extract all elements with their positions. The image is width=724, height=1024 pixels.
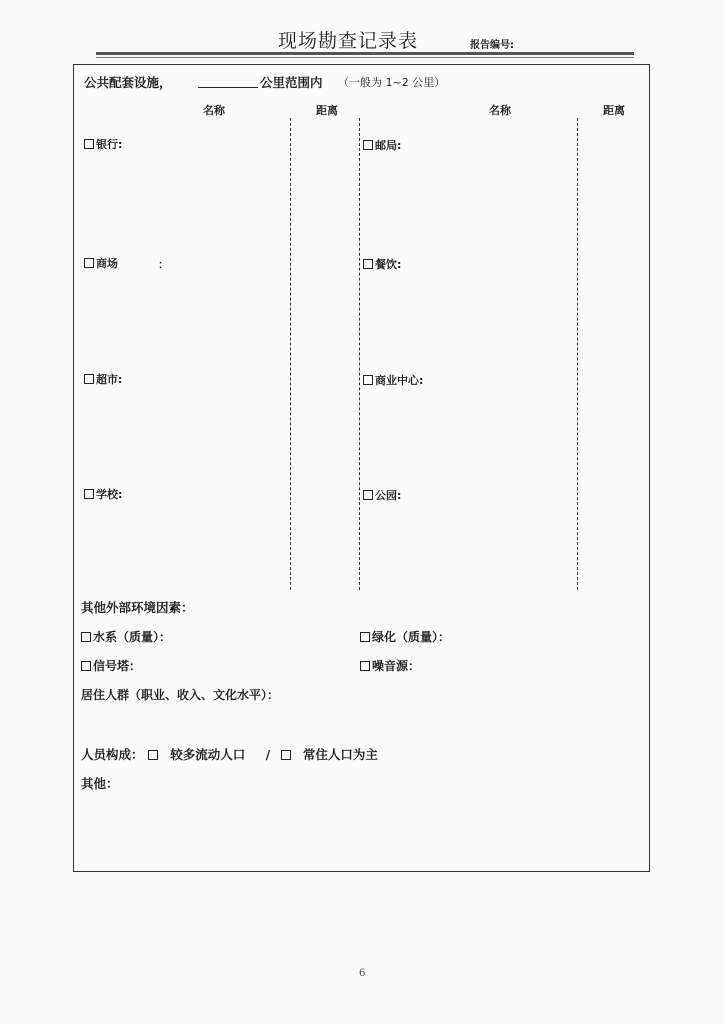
school-label: 学校: <box>96 488 123 501</box>
mall-colon: ： <box>158 258 169 271</box>
checkbox-mall[interactable] <box>84 255 118 271</box>
form-title: 现场勘查记录表 <box>278 30 419 52</box>
post-office-label: 邮局: <box>375 139 402 152</box>
range-blank-field[interactable] <box>198 87 258 88</box>
checkbox-icon <box>363 259 373 269</box>
noise-label: 噪音源： <box>372 659 421 673</box>
checkbox-bank[interactable] <box>84 136 122 152</box>
checkbox-supermarket[interactable] <box>84 371 122 387</box>
checkbox-icon <box>84 489 94 499</box>
checkbox-icon <box>84 258 94 268</box>
park-label: 公园: <box>375 489 402 502</box>
header-rule-thick <box>96 52 634 55</box>
checkbox-icon <box>363 140 373 150</box>
checkbox-signal-tower[interactable] <box>81 657 141 674</box>
other-label: 其他： <box>81 776 119 791</box>
water-label: 水系（质量）： <box>93 630 172 644</box>
checkbox-resident-population[interactable] <box>281 750 291 760</box>
divider-left-distance <box>290 118 291 590</box>
checkbox-icon <box>81 661 91 671</box>
floating-population-label: 较多流动人口 <box>170 747 246 762</box>
col-header-distance-right: 距离 <box>603 104 625 117</box>
checkbox-icon <box>363 375 373 385</box>
col-header-distance-left: 距离 <box>316 104 338 117</box>
green-label: 绿化（质量）： <box>372 630 451 644</box>
supermarket-label: 超市: <box>96 373 123 386</box>
divider-right-distance <box>577 118 578 590</box>
mall-label: 商场 <box>96 257 118 270</box>
checkbox-park[interactable] <box>363 487 401 503</box>
environment-heading: 其他外部环境因素： <box>81 600 194 615</box>
composition-label: 人员构成： <box>81 747 144 762</box>
checkbox-greening[interactable] <box>360 628 450 645</box>
header-rule-thin <box>96 57 634 58</box>
residents-label: 居住人群（职业、收入、文化水平）： <box>81 688 280 702</box>
bank-label: 银行: <box>96 138 123 151</box>
composition-separator: / <box>265 747 271 762</box>
checkbox-floating-population[interactable] <box>148 750 158 760</box>
range-label: 公里范围内 <box>260 75 323 90</box>
range-note: （一般为 1~2 公里） <box>338 76 446 89</box>
page-number: 6 <box>359 968 366 979</box>
checkbox-icon <box>360 632 370 642</box>
dining-label: 餐饮: <box>375 258 402 271</box>
checkbox-icon <box>360 661 370 671</box>
divider-center <box>359 118 360 590</box>
checkbox-icon <box>81 632 91 642</box>
checkbox-icon <box>84 139 94 149</box>
checkbox-icon <box>84 374 94 384</box>
facilities-label: 公共配套设施， <box>84 75 172 90</box>
resident-population-label: 常住人口为主 <box>302 747 378 762</box>
composition-row <box>81 745 378 763</box>
business-center-label: 商业中心: <box>375 374 424 387</box>
col-header-name-left: 名称 <box>203 104 225 117</box>
checkbox-post-office[interactable] <box>363 137 401 153</box>
tower-label: 信号塔： <box>93 659 142 673</box>
col-header-name-right: 名称 <box>489 104 511 117</box>
checkbox-business-center[interactable] <box>363 372 423 388</box>
checkbox-icon <box>363 490 373 500</box>
checkbox-dining[interactable] <box>363 256 401 272</box>
checkbox-noise[interactable] <box>360 657 420 674</box>
checkbox-school[interactable] <box>84 486 122 502</box>
checkbox-water[interactable] <box>81 628 171 645</box>
report-number-label: 报告编号: <box>470 40 514 51</box>
